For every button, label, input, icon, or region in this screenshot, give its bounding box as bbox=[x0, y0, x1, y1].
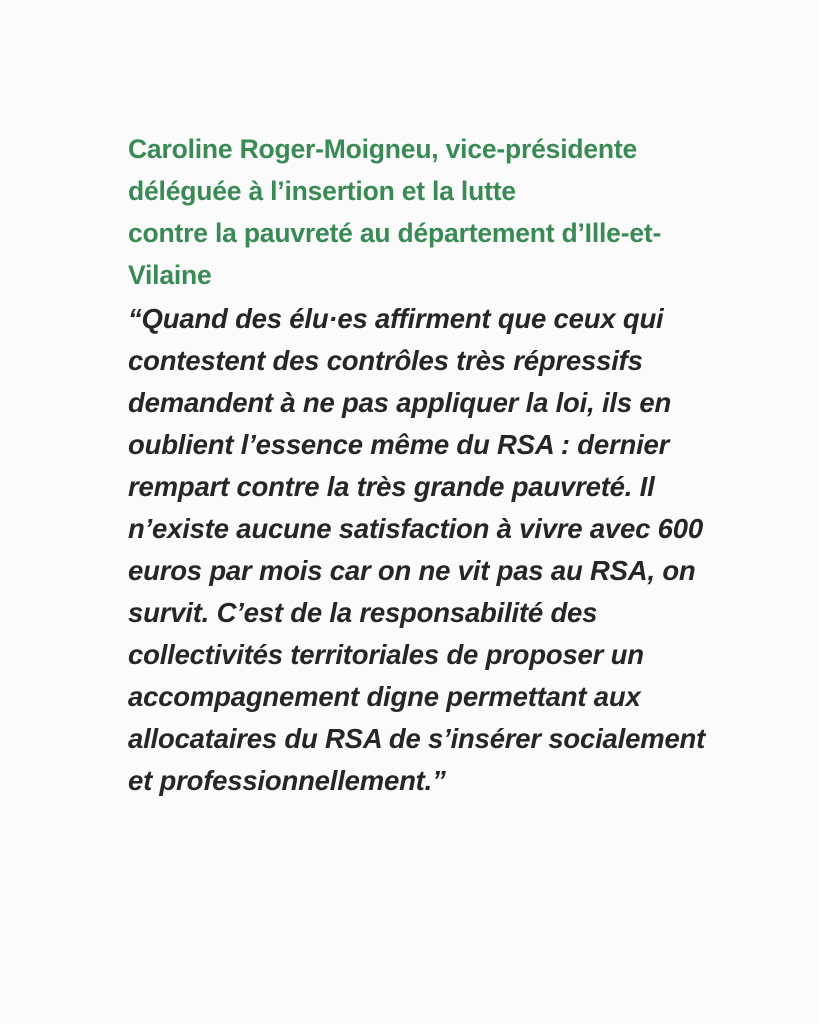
quote-line: contestent des contrôles très répressifs bbox=[128, 345, 643, 376]
attribution-line: Vilaine bbox=[128, 260, 212, 290]
quote-line: collectivités territoriales de proposer un bbox=[128, 639, 644, 670]
quote-line: allocataires du RSA de s’insérer socialement bbox=[128, 723, 706, 754]
attribution-line: Caroline Roger-Moigneu, vice-présidente bbox=[128, 134, 638, 164]
quote-line: demandent à ne pas appliquer la loi, ils en bbox=[128, 387, 672, 418]
quote-line: n’existe aucune satisfaction à vivre avec 600 bbox=[128, 513, 703, 544]
attribution-line: contre la pauvreté au département d’Ille-et- bbox=[128, 218, 662, 248]
quote-line: euros par mois car on ne vit pas au RSA, on bbox=[128, 555, 696, 586]
attribution-line: déléguée à l’insertion et la lutte bbox=[128, 176, 516, 206]
quote-line: survit. C’est de la responsabilité des bbox=[128, 597, 598, 628]
quote-line: oublient l’essence même du RSA : dernier bbox=[128, 429, 670, 460]
quote-attribution bbox=[128, 128, 719, 296]
quote-line: rempart contre la très grande pauvreté. Il bbox=[128, 471, 655, 502]
quote-line: “Quand des élu·es affirment que ceux qui bbox=[128, 303, 664, 334]
quote-line: et professionnellement.” bbox=[128, 765, 446, 796]
quote-body bbox=[128, 298, 719, 802]
quote-line: accompagnement digne permettant aux bbox=[128, 681, 641, 712]
